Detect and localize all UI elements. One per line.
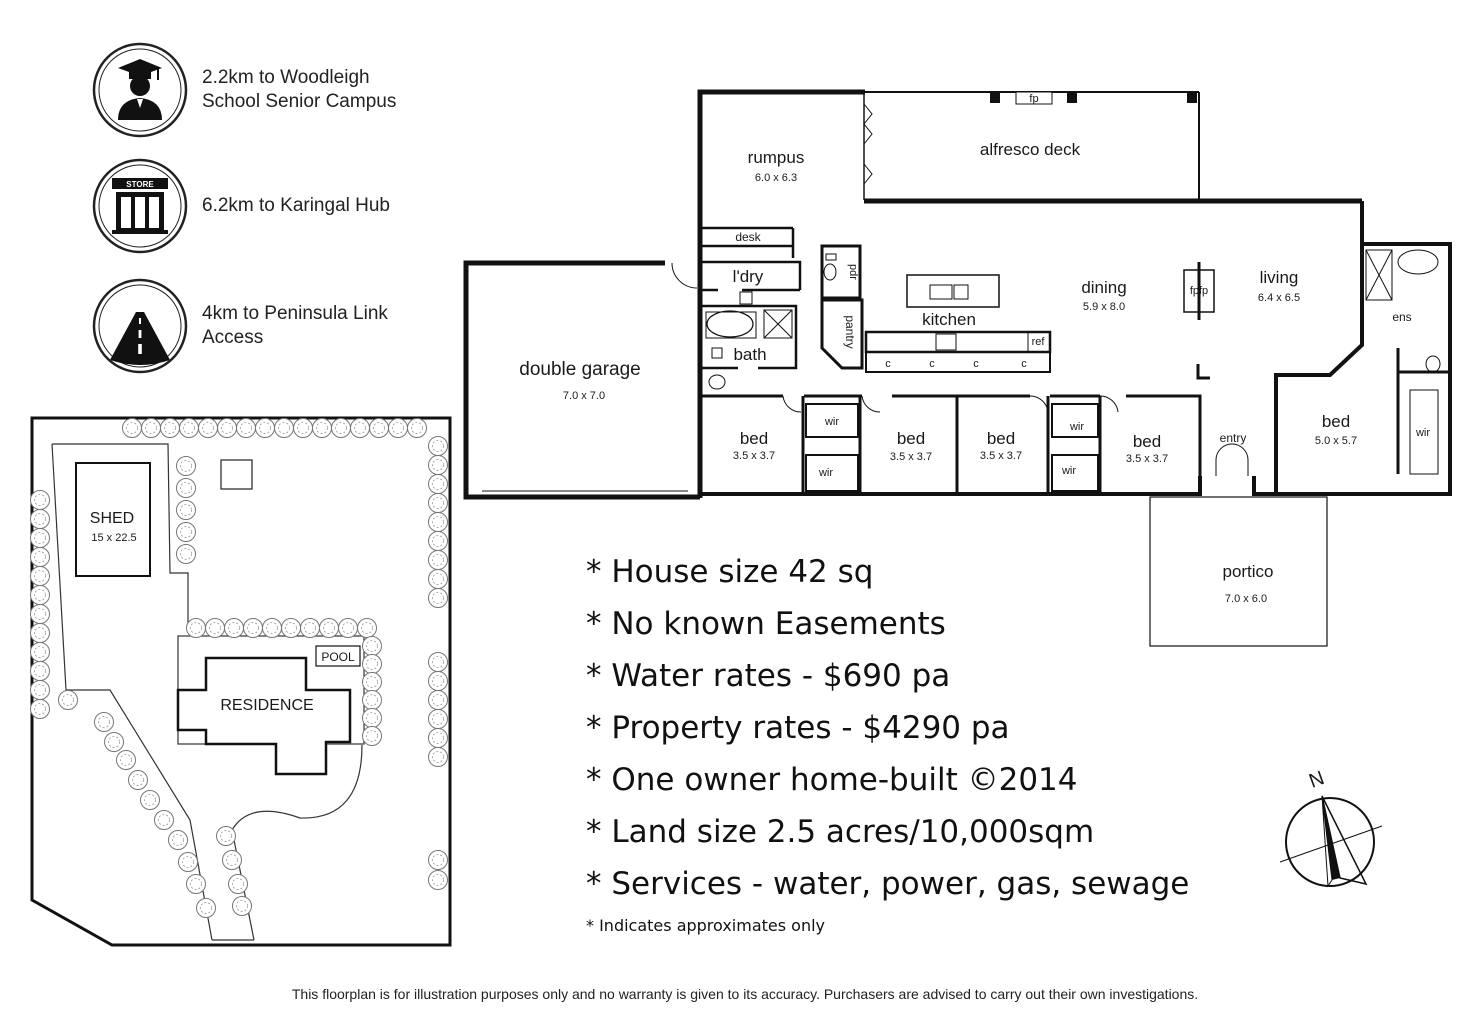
fact-water-rates: * Water rates - $690 pa bbox=[586, 658, 951, 694]
fact-services: * Services - water, power, gas, sewage bbox=[586, 866, 1190, 902]
fact-house-size: * House size 42 sq bbox=[586, 554, 874, 590]
living-size: 6.4 x 6.5 bbox=[1257, 292, 1301, 304]
laundry-label: l'dry bbox=[732, 267, 764, 286]
master-bed-size: 5.0 x 5.7 bbox=[1314, 435, 1358, 447]
bed1-label: bed bbox=[739, 429, 769, 448]
pantry-label: pantry bbox=[843, 315, 857, 349]
wir-label-3: wir bbox=[1069, 421, 1085, 433]
pool-label: POOL bbox=[321, 650, 355, 664]
bed2-label: bed bbox=[896, 429, 926, 448]
compass-north-label: N bbox=[1306, 767, 1328, 793]
property-facts bbox=[586, 546, 1189, 935]
living-label: living bbox=[1259, 268, 1299, 287]
bed3-label: bed bbox=[986, 429, 1016, 448]
pdr-label: pdr bbox=[847, 264, 859, 280]
poi-school-text: 2.2km to Woodleigh School Senior Campus bbox=[202, 67, 397, 112]
fact-built: * One owner home-built ©2014 bbox=[586, 762, 1078, 798]
ensuite-label: ens bbox=[1392, 310, 1412, 324]
ref-label: ref bbox=[1031, 336, 1045, 348]
store-sign-label: STORE bbox=[126, 180, 154, 189]
cupboard-label-3: c bbox=[973, 358, 979, 370]
alfresco-fp-label: fp bbox=[1029, 93, 1039, 105]
bed1-size: 3.5 x 3.7 bbox=[732, 450, 776, 462]
fact-easements: * No known Easements bbox=[586, 606, 946, 642]
bed4-label: bed bbox=[1132, 432, 1162, 451]
bath-label: bath bbox=[733, 345, 767, 364]
portico-label: portico bbox=[1222, 562, 1274, 581]
wir-label-1: wir bbox=[824, 416, 840, 428]
fact-property-rates: * Property rates - $4290 pa bbox=[586, 710, 1010, 746]
garage-size: 7.0 x 7.0 bbox=[562, 390, 606, 402]
kitchen-label: kitchen bbox=[922, 310, 976, 329]
fact-land-size: * Land size 2.5 acres/10,000sqm bbox=[586, 814, 1095, 850]
dining-label: dining bbox=[1081, 278, 1127, 297]
portico-size: 7.0 x 6.0 bbox=[1224, 593, 1268, 605]
rumpus-label: rumpus bbox=[747, 148, 805, 167]
cupboard-label-1: c bbox=[885, 358, 891, 370]
shed-label: SHED bbox=[89, 510, 135, 527]
bed2-size: 3.5 x 3.7 bbox=[889, 451, 933, 463]
residence-label: RESIDENCE bbox=[220, 697, 314, 714]
entry-label: entry bbox=[1219, 431, 1247, 445]
poi-road-text: 4km to Peninsula Link Access bbox=[202, 303, 388, 348]
shed-size: 15 x 22.5 bbox=[91, 532, 137, 544]
wir-label-4: wir bbox=[1061, 465, 1077, 477]
compass-icon bbox=[1280, 796, 1382, 886]
fireplace-label: fpfp bbox=[1189, 285, 1209, 297]
cupboard-label-4: c bbox=[1021, 358, 1027, 370]
bed4-size: 3.5 x 3.7 bbox=[1125, 453, 1169, 465]
facts-note: * Indicates approximates only bbox=[586, 916, 826, 935]
alfresco-label: alfresco deck bbox=[979, 140, 1081, 159]
disclaimer: This floorplan is for illustration purposes only and no warranty is given to its accuracy. Purchasers are advised to carry out their own investigations. bbox=[291, 986, 1199, 1002]
bed3-size: 3.5 x 3.7 bbox=[979, 450, 1023, 462]
rumpus-size: 6.0 x 6.3 bbox=[754, 172, 798, 184]
poi-store-text: 6.2km to Karingal Hub bbox=[202, 195, 390, 216]
master-bed-label: bed bbox=[1321, 412, 1351, 431]
cupboard-label-2: c bbox=[929, 358, 935, 370]
garage-label: double garage bbox=[519, 359, 641, 380]
wir-label-2: wir bbox=[818, 467, 834, 479]
dining-size: 5.9 x 8.0 bbox=[1082, 301, 1126, 313]
desk-label: desk bbox=[735, 230, 761, 244]
wir-label-5: wir bbox=[1415, 427, 1431, 439]
